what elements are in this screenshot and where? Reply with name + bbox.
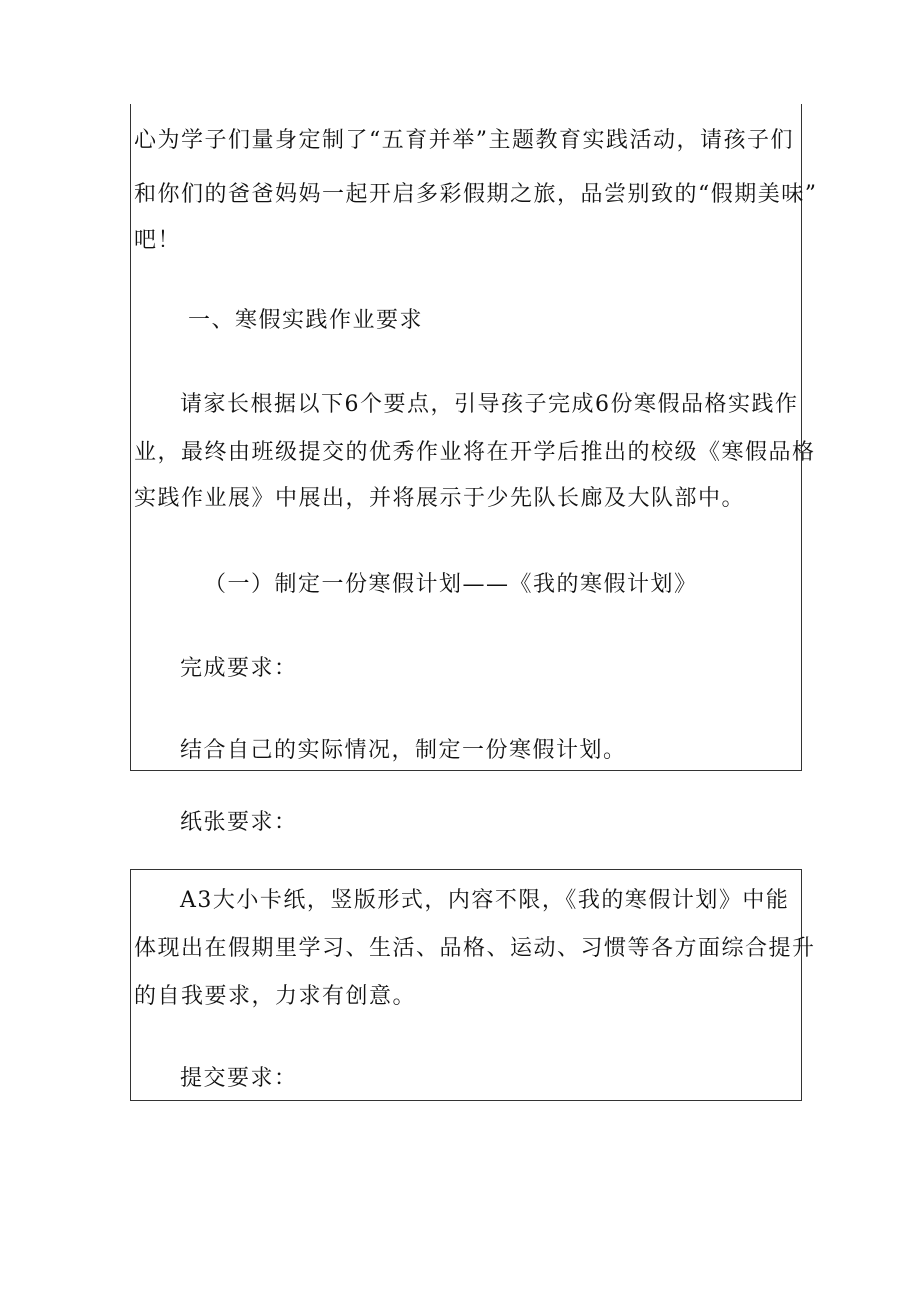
paper-label: 纸张要求： (180, 810, 298, 835)
paper-line-1: A3大小卡纸，竖版形式，内容不限，《我的寒假计划》中能 (180, 888, 790, 913)
completion-text: 结合自己的实际情况，制定一份寒假计划。 (180, 738, 627, 763)
section-paragraph-line-1: 请家长根据以下6个要点，引导孩子完成6份寒假品格实践作 (180, 392, 799, 417)
paper-line-3: 的自我要求，力求有创意。 (134, 984, 417, 1009)
item-heading: （一）制定一份寒假计划——《我的寒假计划》 (204, 572, 698, 597)
submit-label: 提交要求： (180, 1066, 298, 1091)
paper-line-2: 体现出在假期里学习、生活、品格、运动、习惯等各方面综合提升 (134, 936, 816, 961)
intro-line-3: 吧！ (134, 228, 182, 253)
section-heading: 一、寒假实践作业要求 (188, 308, 424, 333)
intro-line-2: 和你们的爸爸妈妈一起开启多彩假期之旅，品尝别致的“假期美味” (134, 182, 818, 207)
completion-label: 完成要求： (180, 656, 298, 681)
section-paragraph-line-3: 实践作业展》中展出，并将展示于少先队长廊及大队部中。 (134, 486, 746, 511)
section-paragraph-line-2: 业，最终由班级提交的优秀作业将在开学后推出的校级《寒假品格 (134, 440, 816, 465)
intro-line-1: 心为学子们量身定制了“五育并举”主题教育实践活动，请孩子们 (134, 128, 794, 153)
